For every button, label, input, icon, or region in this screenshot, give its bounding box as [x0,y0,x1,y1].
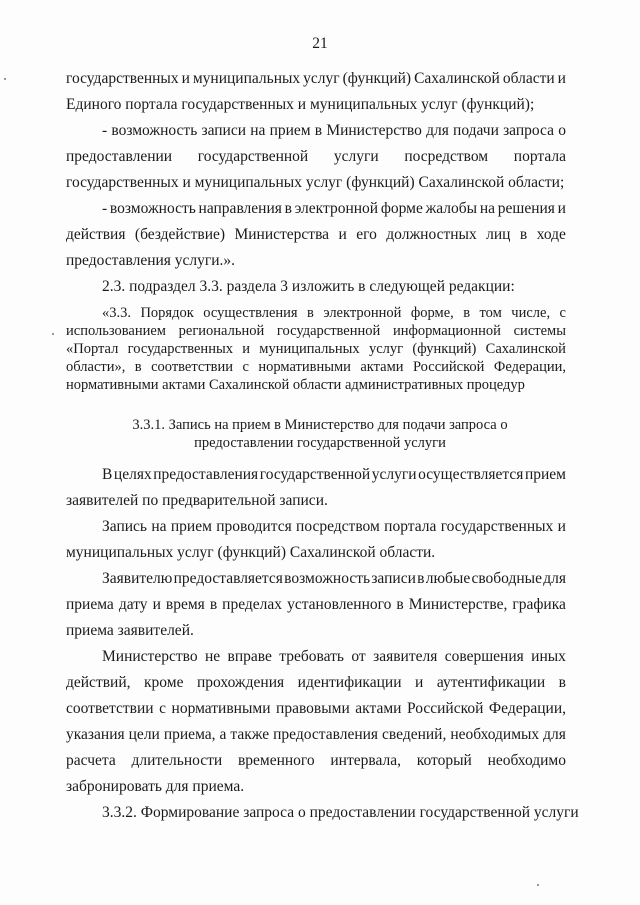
word: в [284,200,292,217]
word: осуществляется [418,466,524,483]
text-line [66,700,566,718]
word: муниципальных [259,341,360,357]
word: государственных [440,518,554,535]
word: области», [66,359,126,375]
word: государственных [127,341,233,357]
word: и [338,226,347,243]
word: Министерство [326,122,422,139]
word: и [557,70,566,87]
word: от [351,648,366,665]
word: услуги [371,466,417,483]
text-line [66,596,566,614]
word: посредством [404,148,489,165]
word: и [415,674,424,691]
word: форме [380,200,423,217]
word: предоставления [273,726,379,743]
word: о [558,122,566,139]
word: государственной [276,323,381,339]
word: актами [355,700,402,717]
text-line [102,518,566,536]
word: проводится [216,518,292,535]
word: жалобы [425,200,478,217]
word: числе, [511,305,551,321]
text-line [66,148,566,166]
word: актами [360,359,404,375]
page-number: 21 [312,35,328,52]
word: региональной [178,323,265,339]
word: в [134,359,142,375]
text-line [66,340,566,358]
word: государственной [259,466,371,483]
word: прием [524,466,566,483]
word: его [356,226,377,243]
word: действий, [66,674,131,691]
word: соответствии [151,359,234,375]
word: предоставлении [66,148,173,165]
word: прохождения [197,674,285,691]
word: с [559,305,566,321]
text-line [66,226,566,244]
word: вправе [227,648,272,665]
word: и [242,341,250,357]
text-line: нормативными актами Сахалинской области административных процедур [66,377,525,393]
text-line: 3.3.2. Формирование запроса о предоставлении государственной услуги [102,804,579,821]
word: правовыми [276,700,350,717]
word: расчета [66,752,116,769]
text-line: предоставления услуги.». [66,252,236,269]
word: действия [66,226,126,243]
word: не [204,648,221,665]
word: для [426,122,449,139]
word: в [209,596,218,613]
text-line [66,674,566,692]
word: пределах [222,596,283,613]
word: предоставляется [173,570,283,587]
word: форме, [410,305,454,321]
word: возможность [111,122,198,139]
scan-speck [4,78,6,80]
word: временного [237,752,315,769]
word: «Портал [66,341,119,357]
word: «3.3. [102,305,131,321]
section-heading: 3.3.1. Запись на прием в Министерство для подачи запроса о [132,417,508,433]
word: необходимых [450,726,540,743]
word: Федерации, [488,700,566,717]
word: заявителя [373,648,438,665]
word: информационной [392,323,501,339]
word: возможность [109,200,196,217]
word: Порядок [140,305,194,321]
word: предоставления [153,466,259,483]
word: указания [66,726,125,743]
word: Российской [412,359,485,375]
word: приема, [163,726,216,743]
text-line [66,70,566,88]
word: - [102,122,108,139]
word: сведений, [382,726,447,743]
word: муниципальных [192,70,301,87]
word: прием [170,518,212,535]
word: любые [425,570,471,587]
word: возможность [284,570,371,587]
word: Заявителю [102,570,173,587]
word: (бездействие) [134,226,226,243]
text-line [66,752,566,770]
word: в [396,596,404,613]
text-line: Единого портала государственных и муниципальных услуг (функций); [66,96,535,113]
section-heading: предоставлении государственной услуги [194,435,446,451]
word: Министерстве, [408,596,508,613]
word: для [543,570,566,587]
word: графика [512,596,566,613]
text-line: забронировать для приема. [66,778,245,795]
word: Российской [406,700,484,717]
word: государственной [197,148,309,165]
word: портала [513,148,566,165]
text-line [102,648,566,666]
word: аутентификации [436,674,546,691]
word: для [543,726,566,743]
word: необходимо [487,752,566,769]
word: с [159,700,167,717]
word: Сахалинской [414,70,500,87]
text-line: муниципальных услуг (функций) Сахалинской области. [66,544,436,561]
word: также [230,726,270,743]
word: системы [513,323,566,339]
text-line [66,726,566,744]
word: время [165,596,205,613]
word: решения [497,200,555,217]
word: направления [198,200,282,217]
word: портала [384,518,437,535]
word: запроса [503,122,554,139]
word: использованием [66,323,166,339]
word: а [219,726,227,743]
scan-speck [537,884,539,886]
text-line [102,200,566,218]
word: длительности [131,752,223,769]
word: Сахалинской [485,341,566,357]
word: в [463,305,471,321]
word: ходе [536,226,566,243]
word: области [502,70,555,87]
word: нормативными [171,700,271,717]
word: кроме [144,674,184,691]
word: на [479,200,496,217]
word: установленного [287,596,392,613]
word: (функций) [342,70,412,87]
word: приема [66,596,114,613]
word: идентификации [297,674,402,691]
text-line: заявителей по предварительной записи. [66,492,328,509]
word: В [102,466,113,483]
word: электронной [294,200,379,217]
word: дату [118,596,148,613]
word: соответствии [66,700,154,717]
word: и [152,596,161,613]
word: записи [201,122,247,139]
text-line [66,322,566,340]
word: услуги [333,148,379,165]
word: в [314,122,323,139]
word: иных [531,648,566,665]
word: осуществления [203,305,298,321]
word: целях [113,466,152,483]
word: и [557,518,566,535]
word: записи [371,570,416,587]
scan-speck [52,333,54,335]
text-line [102,304,566,322]
text-line: 2.3. подраздел 3.3. раздела 3 изложить в следующей редакции: [102,278,515,295]
word: и [181,70,190,87]
word: который [416,752,472,769]
word: и [557,200,566,217]
word: (функций) [412,341,477,357]
word: на [151,518,167,535]
word: нормативными [258,359,351,375]
word: Министерства [234,226,330,243]
word: - [102,200,108,217]
word: Министерство [102,648,198,665]
text-line: государственных и муниципальных услуг (функций) Сахалинской области; [66,174,565,191]
word: в [519,226,528,243]
word: лиц [486,226,511,243]
word: в [307,305,314,321]
word: в [417,570,425,587]
text-line [102,570,566,588]
text-line: приема заявителей. [66,622,194,639]
word: на [250,122,266,139]
word: государственных [66,70,179,87]
word: Запись [102,518,147,535]
word: услуг [368,341,404,357]
word: подачи [453,122,499,139]
word: электронной [323,305,402,321]
text-line [102,122,566,140]
word: том [479,305,502,321]
word: услуг [303,70,340,87]
word: Федерации, [493,359,566,375]
word: прием [269,122,311,139]
word: требовать [279,648,344,665]
word: интервала, [330,752,402,769]
word: должностных [386,226,477,243]
text-line [102,466,566,484]
word: цели [128,726,160,743]
word: с [242,359,249,375]
word: свободные [471,570,542,587]
word: в [558,674,566,691]
word: совершения [444,648,524,665]
text-line [66,358,566,376]
word: посредством [296,518,380,535]
